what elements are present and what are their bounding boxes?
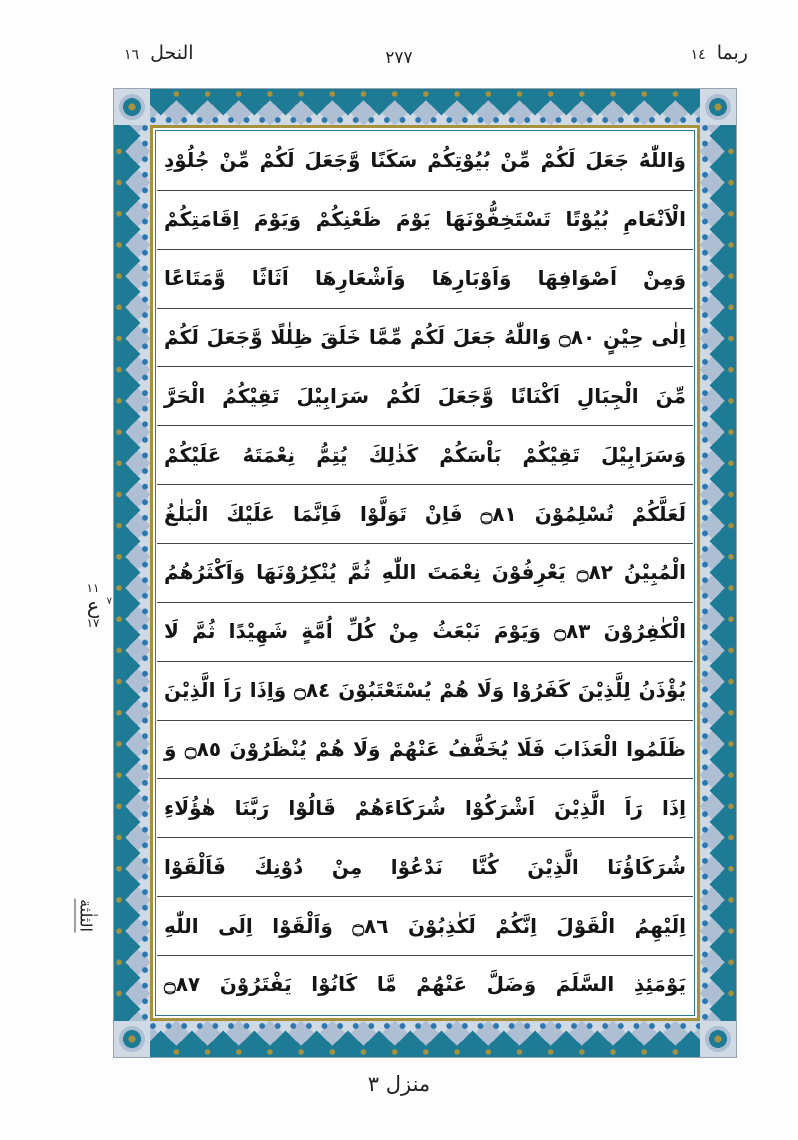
text-row (157, 956, 693, 1014)
quran-line: الْكٰفِرُوْنَ ۝٨٣ وَيَوْمَ نَبْعَثُ مِنْ كُلِّ اُمَّةٍ شَهِيْدًا ثُمَّ لَا (164, 619, 686, 644)
text-row (157, 426, 693, 485)
text-frame (150, 125, 700, 1021)
surah-name: النحل (150, 42, 194, 64)
quran-line: ظَلَمُوا الْعَذَابَ فَلَا يُخَفَّفُ عَنْهُمْ وَلَا هُمْ يُنْظَرُوْنَ ۝٨٥ وَ (164, 737, 686, 762)
quran-line: الْمُبِيْنُ ۝٨٢ يَعْرِفُوْنَ نِعْمَتَ اللّٰهِ ثُمَّ يُنْكِرُوْنَهَا وَاَكْثَرُهُمُ (164, 560, 687, 585)
surah-header (124, 42, 194, 64)
corner-rosette-icon (114, 1021, 150, 1057)
text-row (157, 367, 693, 426)
quran-line: وَمِنْ اَصْوَافِهَا وَاَوْبَارِهَا وَاَشْعَارِهَا اَثَاثًا وَّمَتَاعًا (164, 266, 686, 291)
quran-line: الْاَنْعَامِ بُيُوْتًا تَسْتَخِفُّوْنَهَا يَوْمَ ظَعْنِكُمْ وَيَوْمَ اِقَامَتِكُمْ (164, 207, 686, 232)
text-row (157, 309, 693, 368)
quran-line: يُؤْذَنُ لِلَّذِيْنَ كَفَرُوْا وَلَا هُمْ يُسْتَعْتَبُوْنَ ۝٨٤ وَاِذَا رَاَ الَّذِيْنَ (164, 678, 686, 703)
surah-number: ١٦ (124, 47, 140, 63)
manzil-footer: منزل ٣ (367, 1072, 431, 1096)
quran-line: اِلٰى حِيْنٍ ۝٨٠ وَاللّٰهُ جَعَلَ لَكُمْ مِّمَّا خَلَقَ ظِلٰلًا وَّجَعَلَ لَكُمْ (164, 325, 686, 349)
juz-name: ربما (716, 42, 748, 64)
corner-rosette-icon (700, 1021, 736, 1057)
text-row (157, 897, 693, 956)
ruku-verse-count: ٧ (106, 595, 112, 607)
border-band-bottom (114, 1021, 736, 1057)
text-row (157, 132, 693, 191)
text-row (157, 721, 693, 780)
quran-line: وَاللّٰهُ جَعَلَ لَكُمْ مِّنْ بُيُوْتِكُمْ سَكَنًا وَّجَعَلَ لَكُمْ مِّنْ جُلُوْدِ (164, 148, 686, 173)
quran-line: اِلَيْهِمُ الْقَوْلَ اِنَّكُمْ لَكٰذِبُوْنَ ۝٨٦ وَاَلْقَوْا اِلَى اللّٰهِ (164, 913, 686, 938)
corner-rosette-icon (700, 89, 736, 125)
ruku-ain-symbol: ع ٧ (86, 593, 112, 618)
ornamental-border-frame (113, 88, 737, 1058)
text-row (157, 544, 693, 603)
quran-line: شُرَكَاؤُنَا الَّذِيْنَ كُنَّا نَدْعُوْا مِنْ دُوْنِكَ فَاَلْقَوْا (164, 854, 686, 879)
text-row (157, 191, 693, 250)
border-band-left (114, 89, 150, 1057)
quran-line: لَعَلَّكُمْ تُسْلِمُوْنَ ۝٨١ فَاِنْ تَوَلَّوْا فَاِنَّمَا عَلَيْكَ الْبَلٰغُ (164, 501, 686, 526)
quran-line: اِذَا رَاَ الَّذِيْنَ اَشْرَكُوْا شُرَكَاءَهُمْ قَالُوْا رَبَّنَا هٰؤُلَاءِ (164, 795, 686, 820)
quran-line: وَسَرَابِيْلَ تَقِيْكُمْ بَاْسَكُمْ كَذٰلِكَ يُتِمُّ نِعْمَتَهُ عَلَيْكُمْ (164, 442, 686, 467)
juz-number: ١٤ (690, 47, 706, 63)
text-row (157, 779, 693, 838)
ruku-count-surah: ١١ (86, 581, 100, 595)
page-number: ٢٧٧ (385, 48, 413, 68)
quran-line: يَوْمَئِذِ السَّلَمَ وَضَلَّ عَنْهُمْ مَّا كَانُوْا يَفْتَرُوْنَ ۝٨٧ (164, 972, 686, 997)
text-row (157, 603, 693, 662)
text-row (157, 485, 693, 544)
border-band-right (700, 89, 736, 1057)
border-band-top (114, 89, 736, 125)
quran-text-panel (157, 132, 693, 1014)
corner-rosette-icon (114, 89, 150, 125)
text-row (157, 662, 693, 721)
quran-line: مِّنَ الْجِبَالِ اَكْنَانًا وَّجَعَلَ لَكُمْ سَرَابِيْلَ تَقِيْكُمُ الْحَرَّ (164, 383, 686, 408)
text-row (157, 838, 693, 897)
ruku-marker (76, 582, 110, 629)
text-row (157, 250, 693, 309)
juz-fraction-marker: الثلٰثة (76, 899, 96, 932)
ruku-count-juz: ١٧ (86, 615, 100, 630)
